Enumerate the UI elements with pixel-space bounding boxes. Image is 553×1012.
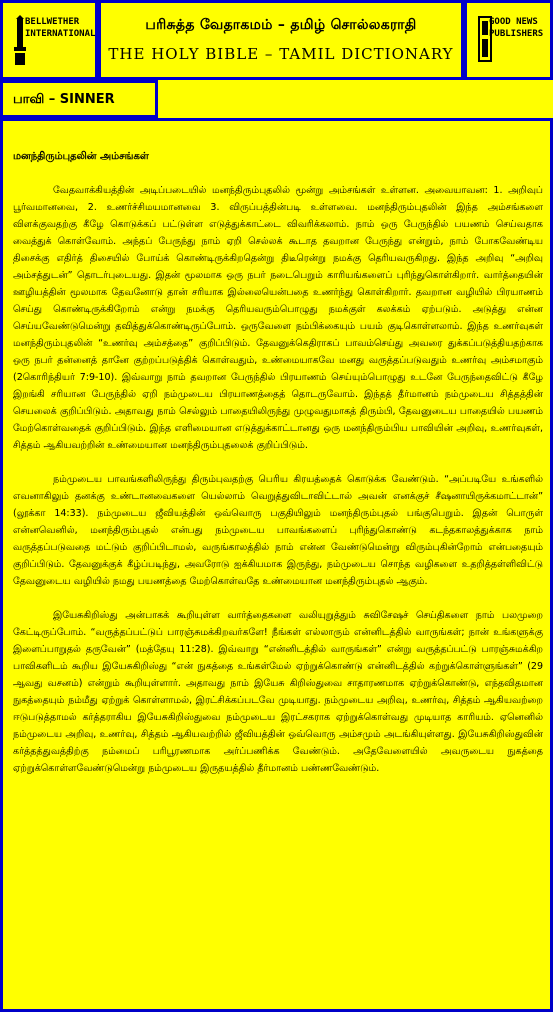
entry-word: பாவி – SINNER (13, 92, 115, 107)
section-heading: மனந்திரும்புதலின் அம்சங்கள் (13, 151, 149, 162)
definition-content (13, 151, 543, 794)
good-news-logo-text: GOOD NEWS PUBLISHERS (489, 17, 544, 39)
entry-word-box (0, 80, 158, 118)
definition-box (0, 118, 553, 1012)
good-news-logo-box (464, 0, 553, 80)
paragraph: இயேசுகிறிஸ்து அன்பாகக் கூறியுள்ள வார்த்தைகளை வலியுறுத்தும் சுவிசேஷச் செய்திகளை நாம் பலமுறை கேட்டிருப்போம். “வருத்தப்பட்டுப் பாரஞ்சுமக்கிறவர்களே! நீங்கள் எல்லாரும் என்னிடத்தில் வாருங்கள்; நான் உங்களுக்கு இளைப்பாறுதல் தருவேன்” (மத்தேயு 11:28). இவ்வாறு “என்னிடத்தில் வாருங்கள்” என்று வருத்தப்பட்டு பாரஞ்சுமக்கிற பாவிகளிடம் கூறிய இயேசுகிறிஸ்து “என் நுகத்தை உங்கள்மேல் ஏற்றுக்கொண்டு என்னிடத்தில் கற்றுக்கொள்ளுங்கள்” (29 ஆவது வசனம்) என்றும் கூறியுள்ளார். அதாவது நாம் இயேசு கிறிஸ்துவை சாதாரணமாக ஏற்றுக்கொண்டு, எந்தவிதமான நுகத்தையும் நம்மீது ஏற்றுக் கொள்ளாமல், இரட்சிக்கப்படவே முடியாது. நம்முடைய அறிவு, உணர்வு, சித்தம் ஆகியவற்றை ஈடுபடுத்தாமல் கர்த்தராகிய இயேசுகிறிஸ்துவை நம்முடைய இரட்சகராக ஏற்றுக்கொள்வது முடியாத காரியம். ஏனெனில் நம்முடைய அறிவு, உணர்வு, சித்தம் ஆகியவற்றில் ஜீவியத்தின் ஒவ்வொரு அம்சமும் அடங்கியுள்ளது. இயேசுகிறிஸ்துவின் கர்த்தத்துவத்திற்கு நம்மைப் பரிபூரணமாக அர்ப்பணிக்க வேண்டும். அதேவேளையில் அவருடைய நுகத்தை ஏற்றுக்கொள்ளவேண்டுமென்று நம்முடைய இருதயத்தில் தீர்மானம் பண்ணவேண்டும். (13, 610, 543, 774)
paragraph: நம்முடைய பாவங்களிலிருந்து திரும்புவதற்கு பெரிய கிரயத்தைக் கொடுக்க வேண்டும். “அப்படியே உங்களில் எவனாகிலும் தனக்கு உண்டானவைகளை யெல்லாம் வெறுத்துவிடாவிட்டால் அவன் எனக்குச் சீஷனாயிருக்கமாட்டான்” (லூக்கா 14:33). நம்முடைய ஜீவியத்தின் ஒவ்வொரு பகுதியிலும் மனந்திரும்புதல் பங்குபெறும். இதன் பொருள் என்னவெனில், மனந்திரும்புதல் என்பது நம்முடைய பாவங்களைப் புரிந்துகொண்டு கடந்தகாலத்துக்காக நாம் வருத்தப்படுவதை மட்டும் குறிப்பிடாமல், வருங்காலத்தில் நாம் என்ன வேண்டுமென்று விரும்புகின்றோம் என்பதையும் குறிப்பிடும். தேவனுக்குக் கீழ்ப்படிந்து, அவரோடு ஐக்கியமாக இருந்து, நம்முடைய சொந்த வழிகளை உதறித்தள்ளிவிட்டு தேவனுடைய வழியில் நமது பயணத்தை மேற்கொள்வதே உண்மையான மனந்திரும்புதல் ஆகும். (13, 474, 543, 587)
title-box (98, 0, 464, 80)
bellwether-logo-box (0, 0, 98, 80)
bellwether-logo-text: BELLWETHER INTERNATIONAL (25, 17, 96, 39)
dictionary-title-english: THE HOLY BIBLE – TAMIL DICTIONARY (108, 45, 454, 63)
paragraph: வேதவாக்கியத்தின் அடிப்படையில் மனந்திரும்புதலில் மூன்று அம்சங்கள் உள்ளன. அவையாவன: 1. அறிவுப் பூர்வமானவை, 2. உணர்ச்சிமயமானவை 3. விருப்பத்தின்படி உள்ளவை. மனந்திரும்புதலின் இந்த அம்சங்களை விளக்குவதற்கு கீழே கொடுக்கப் பட்டுள்ள எடுத்துக்காட்டை விவரிக்கலாம். நாம் ஒரு பேருந்தில் பயணம் செய்வதாக வைத்துக் கொள்வோம். அந்தப் பேருந்து நாம் ஏறி செல்லக் கூடாத தவறான பேருந்து என்றும், நாம் போகவேண்டிய திசைக்கு எதிர்த் திசையில் போய்க் கொண்டிருக்கிறதென்று திடீரென்று நமக்கு தெரியவருகிறது. இந்த அறிவு “அறிவு அம்சத்துடன்” தொடர்புடையது. இதன் மூலமாக ஒரு நபர் நடைபெறும் காரியங்களைப் புரிந்துகொள்கிறார். வார்த்தையின் ஊழியத்தின் மூலமாக தேவனோடு தான் சரியாக இல்லையென்பதை உணர்ந்து கொள்கிறார். தவறான வழியில் பிரயாணம் செய்து கொண்டிருக்கிறோம் என்று நமக்கு தெரியவரும்பொழுது நமக்குள் கலக்கம் ஏற்படும். அடுத்து என்ன செய்யவேண்டுமென்று தவித்துக்கொண்டிருப்போம். ஒருவேளை நம்பிக்கையும் பயம் குடிகொள்ளலாம். இந்த உணர்வுகள் மனந்திரும்புதலின் “உணர்வு அம்சத்தை” குறிப்பிடும். தேவனுக்கெதிராகப் பாவம்செய்து அவரை துக்கப்படுத்தியதற்காக ஒரு நபர் தன்னைத் தானே குற்றப்படுத்திக் கொள்வதும், உண்மையாகவே மனது வருத்தப்படுவதும் உணர்வு அம்சமாகும் (2கொரிந்தியர் 7:9-10). இவ்வாறு நாம் தவறான பேருந்தில் பிரயாணம் செய்யும்பொழுது உடனே பேருந்தைவிட்டு கீழே இறங்கி சரியான பேருந்தில் ஏறி நம்முடைய பிரயாணத்தைத் தொடருவோம். இந்தத் தீர்மானம் நம்முடைய சித்தத்தின் செயலைக் குறிப்பிடும். அதாவது நாம் செல்லும் பாதையிலிருந்து முழுவதுமாகத் திரும்பி, தேவனுடைய பாதையில் பயணம் மேற்கொள்வதைக் குறிப்பிடும். இந்த எளிமையான எடுத்துக்காட்டானது ஒரு மனந்திரும்பிய பாவியின் அறிவு, உணர்வுகள், சித்தம் ஆகியவற்றின் உண்மையான மனந்திரும்புதலைக் குறிப்பிடும். (13, 185, 543, 451)
dictionary-title-tamil: பரிசுத்த வேதாகமம் – தமிழ் சொல்லகராதி (145, 17, 417, 33)
